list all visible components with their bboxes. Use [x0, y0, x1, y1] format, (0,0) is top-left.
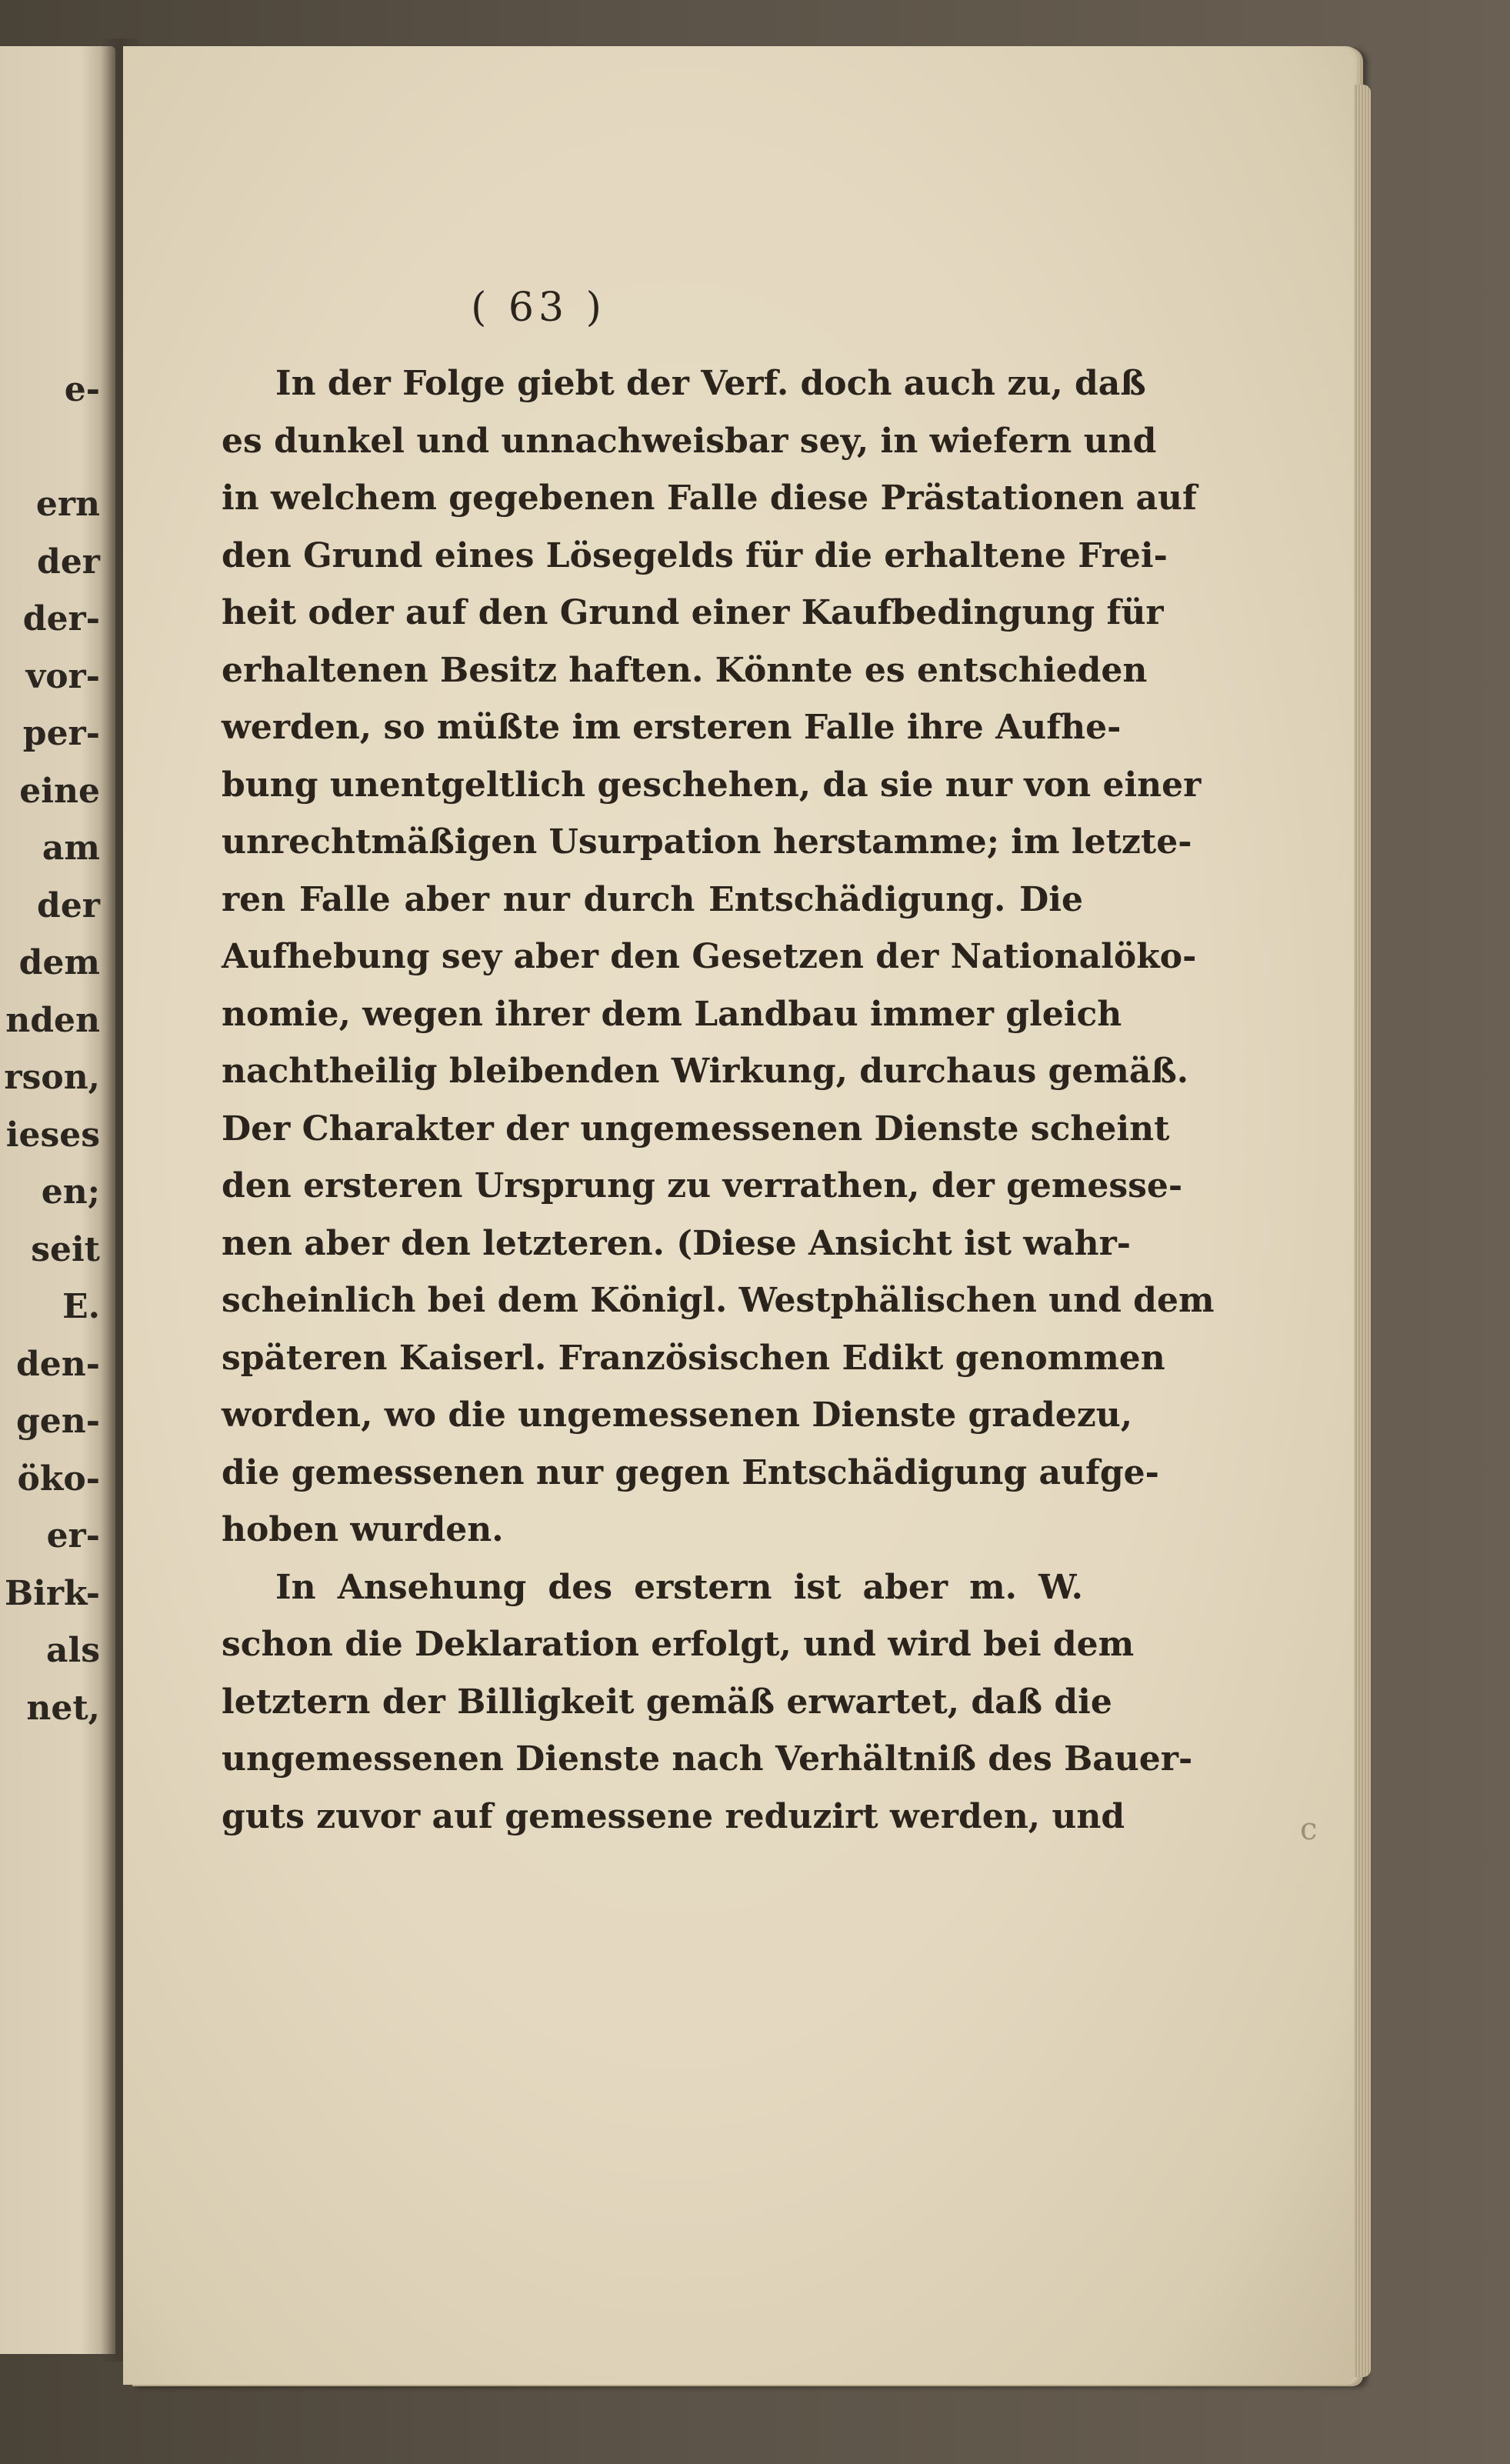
left-page-fragment: den-: [15, 1344, 100, 1384]
left-page-fragment: vor-: [25, 656, 100, 696]
left-page-fragment: en;: [41, 1172, 100, 1212]
text-line: den ersteren Ursprung zu verrathen, der gemesse-: [222, 1166, 1183, 1205]
text-line: ren Falle aber nur durch Entschädigung. Die: [222, 879, 1083, 919]
text-line: worden, wo die ungemessenen Dienste gradezu,: [222, 1395, 1133, 1435]
text-line: in welchem gegebenen Falle diese Prästationen auf: [222, 478, 1197, 518]
text-line: bung unentgeltlich geschehen, da sie nur von einer: [222, 765, 1202, 805]
text-line: erhaltenen Besitz haften. Könnte es entschieden: [222, 650, 1148, 690]
left-page-fragment: gen-: [15, 1402, 100, 1441]
left-page-fragment: am: [42, 829, 100, 868]
text-line: unrechtmäßigen Usurpation herstamme; im letzte-: [222, 822, 1192, 862]
text-line: letztern der Billigkeit gemäß erwartet, daß die: [222, 1682, 1112, 1722]
left-page-fragment: per-: [22, 714, 100, 753]
left-page-fragment: der-: [22, 599, 100, 639]
left-page-fragment: nden: [5, 1000, 100, 1040]
left-page-fragment: dem: [18, 943, 100, 982]
left-page-fragment: seit: [31, 1229, 100, 1269]
left-page-fragment: als: [46, 1631, 100, 1670]
left-page-fragment: der: [37, 542, 100, 582]
text-line: hoben wurden.: [222, 1510, 504, 1549]
text-line: die gemessenen nur gegen Entschädigung aufge-: [222, 1452, 1159, 1492]
text-line: nachtheilig bleibenden Wirkung, durchaus gemäß.: [222, 1052, 1189, 1091]
text-line: In der Folge giebt der Verf. doch auch zu, daß: [275, 364, 1146, 403]
page-fold-mark: c: [1300, 1812, 1318, 1847]
text-line: guts zuvor auf gemessene reduzirt werden, und: [222, 1796, 1125, 1836]
text-line: werden, so müßte im ersteren Falle ihre Aufhe-: [222, 708, 1122, 747]
text-line: nomie, wegen ihrer dem Landbau immer gleich: [222, 994, 1122, 1034]
left-page-fragment: er-: [46, 1516, 100, 1555]
text-line: den Grund eines Lösegelds für die erhaltene Frei-: [222, 535, 1168, 575]
text-line: In Ansehung des erstern ist aber m. W.: [275, 1567, 1083, 1607]
text-line: ungemessenen Dienste nach Verhältniß des Bauer-: [222, 1739, 1193, 1779]
left-page-fragment: E.: [62, 1287, 100, 1326]
text-line: schon die Deklaration erfolgt, und wird bei dem: [222, 1625, 1135, 1664]
left-page-text-fragments: [0, 362, 100, 1737]
text-line: späteren Kaiserl. Französischen Edikt genommen: [222, 1338, 1165, 1378]
text-line: Aufhebung sey aber den Gesetzen der Nationalöko-: [222, 937, 1197, 976]
text-line: Der Charakter der ungemessenen Dienste scheint: [222, 1109, 1170, 1149]
left-page-fragment: rson,: [4, 1058, 100, 1097]
left-page-fragment: [0, 419, 100, 477]
left-page-fragment: öko-: [17, 1459, 100, 1499]
text-line: es dunkel und unnachweisbar sey, in wiefern und: [222, 421, 1157, 461]
left-page-fragment: ieses: [5, 1115, 100, 1155]
body-text: [222, 355, 1215, 1845]
text-line: heit oder auf den Grund einer Kaufbedingung für: [222, 593, 1164, 632]
left-page-fragment: ern: [35, 485, 100, 524]
left-page-fragment: net,: [26, 1688, 100, 1728]
left-page-fragment: eine: [19, 771, 100, 811]
page-edges: [1354, 85, 1371, 2377]
left-page-fragment: e-: [64, 370, 100, 409]
left-page-fragment: der: [37, 885, 100, 925]
text-line: scheinlich bei dem Königl. Westphälischen und dem: [222, 1281, 1215, 1320]
text-line: nen aber den letzteren. (Diese Ansicht ist wahr-: [222, 1223, 1132, 1263]
page-number: ( 63 ): [471, 285, 606, 331]
left-page-fragment: Birk-: [4, 1573, 100, 1613]
